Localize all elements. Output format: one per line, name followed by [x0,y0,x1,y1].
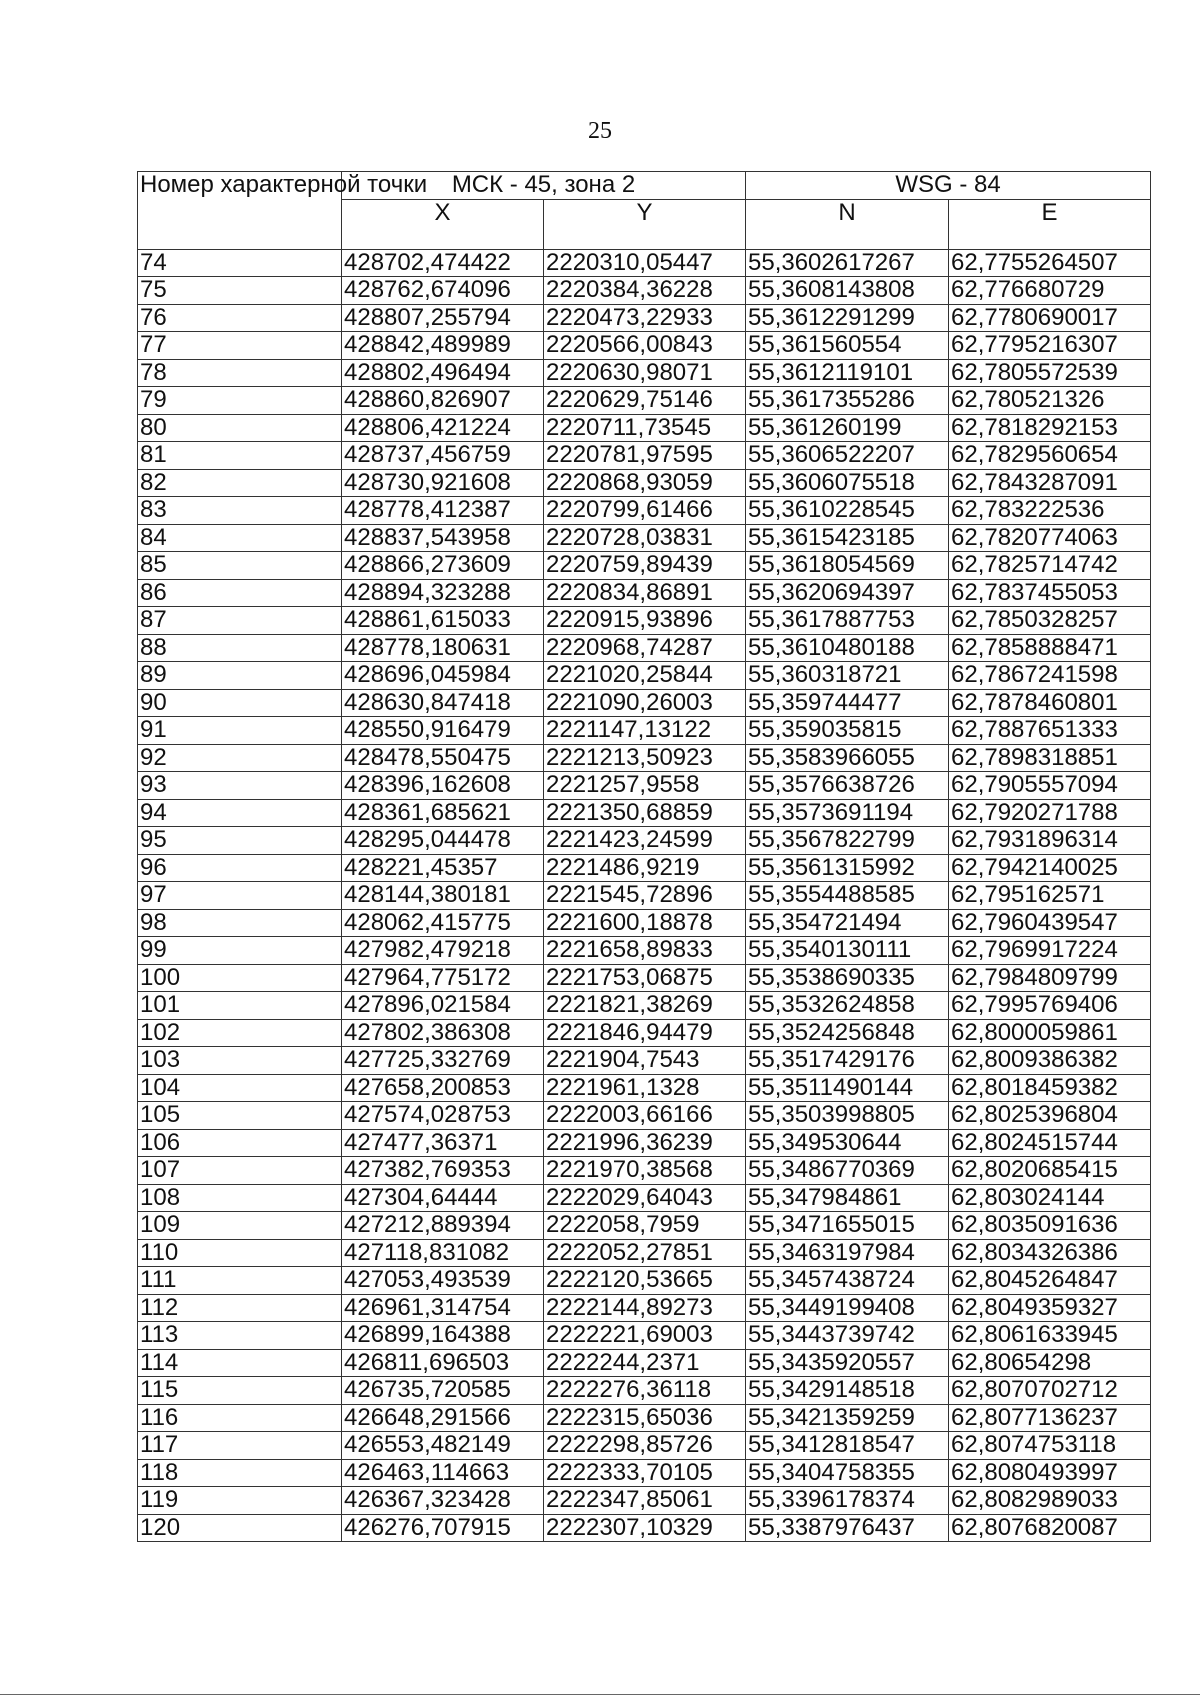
cell-n: 55,3404758355 [746,1459,949,1487]
cell-point-number: 106 [138,1129,342,1157]
cell-y: 2221020,25844 [544,662,746,690]
cell-point-number: 91 [138,717,342,745]
table-row [138,1487,1151,1515]
cell-e: 62,8024515744 [949,1129,1151,1157]
cell-y: 2220310,05447 [544,249,746,277]
cell-n: 55,3486770369 [746,1157,949,1185]
cell-x: 427982,479218 [342,937,544,965]
header-row-top [138,172,1151,200]
cell-y: 2222347,85061 [544,1487,746,1515]
cell-x: 426276,707915 [342,1514,544,1542]
cell-y: 2222058,7959 [544,1212,746,1240]
cell-x: 427212,889394 [342,1212,544,1240]
cell-x: 428837,543958 [342,524,544,552]
cell-y: 2220915,93896 [544,607,746,635]
cell-x: 428860,826907 [342,387,544,415]
coordinates-table [137,171,1151,1542]
cell-y: 2221213,50923 [544,744,746,772]
cell-x: 427382,769353 [342,1157,544,1185]
table-row [138,1267,1151,1295]
cell-e: 62,7887651333 [949,717,1151,745]
cell-x: 428861,615033 [342,607,544,635]
cell-point-number: 113 [138,1322,342,1350]
cell-y: 2222052,27851 [544,1239,746,1267]
cell-x: 428807,255794 [342,304,544,332]
cell-e: 62,8020685415 [949,1157,1151,1185]
cell-n: 55,3567822799 [746,827,949,855]
cell-e: 62,7867241598 [949,662,1151,690]
cell-x: 426735,720585 [342,1377,544,1405]
cell-point-number: 115 [138,1377,342,1405]
table-row [138,937,1151,965]
table-row [138,304,1151,332]
cell-e: 62,7858888471 [949,634,1151,662]
cell-point-number: 76 [138,304,342,332]
cell-point-number: 85 [138,552,342,580]
cell-e: 62,776680729 [949,277,1151,305]
cell-point-number: 87 [138,607,342,635]
cell-y: 2222120,53665 [544,1267,746,1295]
cell-n: 55,3606522207 [746,442,949,470]
cell-y: 2221423,24599 [544,827,746,855]
header-n: N [746,199,949,249]
table-row [138,689,1151,717]
cell-y: 2220384,36228 [544,277,746,305]
cell-point-number: 103 [138,1047,342,1075]
table-row [138,1102,1151,1130]
cell-n: 55,3615423185 [746,524,949,552]
cell-e: 62,803024144 [949,1184,1151,1212]
cell-point-number: 120 [138,1514,342,1542]
cell-x: 428630,847418 [342,689,544,717]
table-row [138,882,1151,910]
cell-n: 55,3463197984 [746,1239,949,1267]
table-row [138,552,1151,580]
cell-point-number: 110 [138,1239,342,1267]
cell-e: 62,7878460801 [949,689,1151,717]
cell-e: 62,8035091636 [949,1212,1151,1240]
cell-y: 2220629,75146 [544,387,746,415]
cell-e: 62,783222536 [949,497,1151,525]
cell-x: 426899,164388 [342,1322,544,1350]
table-row [138,579,1151,607]
cell-x: 426553,482149 [342,1432,544,1460]
cell-x: 428478,550475 [342,744,544,772]
cell-y: 2220473,22933 [544,304,746,332]
table-row [138,442,1151,470]
cell-point-number: 74 [138,249,342,277]
cell-e: 62,8061633945 [949,1322,1151,1350]
cell-n: 55,3443739742 [746,1322,949,1350]
cell-x: 428295,044478 [342,827,544,855]
cell-y: 2222221,69003 [544,1322,746,1350]
cell-e: 62,7931896314 [949,827,1151,855]
cell-y: 2222244,2371 [544,1349,746,1377]
cell-y: 2221658,89833 [544,937,746,965]
cell-y: 2222276,36118 [544,1377,746,1405]
cell-n: 55,3532624858 [746,992,949,1020]
cell-n: 55,3524256848 [746,1019,949,1047]
cell-point-number: 119 [138,1487,342,1515]
cell-e: 62,8034326386 [949,1239,1151,1267]
cell-e: 62,8009386382 [949,1047,1151,1075]
cell-point-number: 89 [138,662,342,690]
cell-e: 62,8074753118 [949,1432,1151,1460]
cell-n: 55,3540130111 [746,937,949,965]
cell-point-number: 109 [138,1212,342,1240]
cell-n: 55,3606075518 [746,469,949,497]
cell-x: 427802,386308 [342,1019,544,1047]
cell-x: 428778,180631 [342,634,544,662]
cell-e: 62,8082989033 [949,1487,1151,1515]
cell-y: 2221996,36239 [544,1129,746,1157]
header-y: Y [544,199,746,249]
cell-y: 2222333,70105 [544,1459,746,1487]
cell-point-number: 92 [138,744,342,772]
cell-n: 55,3503998805 [746,1102,949,1130]
header-msk-45-zone-2: МСК - 45, зона 2 [342,172,746,200]
cell-x: 426648,291566 [342,1404,544,1432]
cell-y: 2220799,61466 [544,497,746,525]
cell-y: 2220759,89439 [544,552,746,580]
table-row [138,992,1151,1020]
table-row [138,1349,1151,1377]
cell-x: 428550,916479 [342,717,544,745]
table-row [138,1432,1151,1460]
cell-e: 62,8070702712 [949,1377,1151,1405]
table-row [138,1212,1151,1240]
cell-x: 428730,921608 [342,469,544,497]
cell-point-number: 96 [138,854,342,882]
table-row [138,1459,1151,1487]
cell-x: 427964,775172 [342,964,544,992]
table-row [138,524,1151,552]
cell-x: 427304,64444 [342,1184,544,1212]
table-row [138,1377,1151,1405]
cell-point-number: 93 [138,772,342,800]
cell-y: 2221090,26003 [544,689,746,717]
cell-y: 2221350,68859 [544,799,746,827]
cell-y: 2220834,86891 [544,579,746,607]
cell-e: 62,7960439547 [949,909,1151,937]
cell-y: 2221600,18878 [544,909,746,937]
table-row [138,1074,1151,1102]
cell-e: 62,7825714742 [949,552,1151,580]
cell-x: 427725,332769 [342,1047,544,1075]
table-row [138,909,1151,937]
table-row [138,717,1151,745]
table-row [138,662,1151,690]
cell-e: 62,7898318851 [949,744,1151,772]
cell-n: 55,359035815 [746,717,949,745]
cell-x: 427118,831082 [342,1239,544,1267]
table-row [138,744,1151,772]
cell-e: 62,7780690017 [949,304,1151,332]
cell-point-number: 77 [138,332,342,360]
table-row [138,634,1151,662]
cell-y: 2221486,9219 [544,854,746,882]
table-row [138,1157,1151,1185]
cell-point-number: 105 [138,1102,342,1130]
cell-n: 55,3610228545 [746,497,949,525]
cell-e: 62,7795216307 [949,332,1151,360]
table-row [138,277,1151,305]
cell-y: 2220968,74287 [544,634,746,662]
header-wgs-84: WSG - 84 [746,172,1151,200]
cell-e: 62,8080493997 [949,1459,1151,1487]
cell-point-number: 79 [138,387,342,415]
cell-x: 427574,028753 [342,1102,544,1130]
cell-n: 55,3396178374 [746,1487,949,1515]
cell-n: 55,3511490144 [746,1074,949,1102]
cell-n: 55,3612119101 [746,359,949,387]
table-row [138,607,1151,635]
cell-point-number: 104 [138,1074,342,1102]
cell-n: 55,3620694397 [746,579,949,607]
cell-e: 62,7942140025 [949,854,1151,882]
table-row [138,854,1151,882]
cell-y: 2221970,38568 [544,1157,746,1185]
page-number: 25 [588,118,612,144]
cell-x: 428696,045984 [342,662,544,690]
cell-point-number: 114 [138,1349,342,1377]
cell-n: 55,3602617267 [746,249,949,277]
cell-n: 55,3554488585 [746,882,949,910]
cell-n: 55,359744477 [746,689,949,717]
cell-point-number: 75 [138,277,342,305]
cell-y: 2220868,93059 [544,469,746,497]
cell-e: 62,8025396804 [949,1102,1151,1130]
table-row [138,1047,1151,1075]
cell-n: 55,3421359259 [746,1404,949,1432]
cell-n: 55,354721494 [746,909,949,937]
cell-y: 2222003,66166 [544,1102,746,1130]
cell-point-number: 99 [138,937,342,965]
page-bottom-rule [0,1694,1200,1695]
cell-e: 62,7850328257 [949,607,1151,635]
table-row [138,1239,1151,1267]
cell-point-number: 108 [138,1184,342,1212]
cell-point-number: 98 [138,909,342,937]
cell-e: 62,8000059861 [949,1019,1151,1047]
cell-n: 55,3387976437 [746,1514,949,1542]
cell-y: 2222144,89273 [544,1294,746,1322]
cell-x: 428762,674096 [342,277,544,305]
cell-point-number: 102 [138,1019,342,1047]
cell-point-number: 88 [138,634,342,662]
cell-n: 55,3471655015 [746,1212,949,1240]
cell-point-number: 111 [138,1267,342,1295]
cell-x: 428144,380181 [342,882,544,910]
cell-n: 55,3457438724 [746,1267,949,1295]
cell-n: 55,3612291299 [746,304,949,332]
table-row [138,1294,1151,1322]
cell-n: 55,3517429176 [746,1047,949,1075]
cell-e: 62,795162571 [949,882,1151,910]
cell-y: 2220566,00843 [544,332,746,360]
cell-y: 2221961,1328 [544,1074,746,1102]
cell-y: 2220728,03831 [544,524,746,552]
cell-point-number: 81 [138,442,342,470]
cell-e: 62,7905557094 [949,772,1151,800]
cell-y: 2221846,94479 [544,1019,746,1047]
cell-y: 2222307,10329 [544,1514,746,1542]
table-row [138,332,1151,360]
cell-e: 62,7837455053 [949,579,1151,607]
table-row [138,1019,1151,1047]
table-row [138,1514,1151,1542]
cell-y: 2221904,7543 [544,1047,746,1075]
cell-y: 2221257,9558 [544,772,746,800]
cell-n: 55,349530644 [746,1129,949,1157]
cell-e: 62,8049359327 [949,1294,1151,1322]
cell-x: 428396,162608 [342,772,544,800]
cell-e: 62,7755264507 [949,249,1151,277]
cell-e: 62,7920271788 [949,799,1151,827]
cell-e: 62,8077136237 [949,1404,1151,1432]
cell-x: 426961,314754 [342,1294,544,1322]
cell-n: 55,3618054569 [746,552,949,580]
cell-y: 2220781,97595 [544,442,746,470]
table-row [138,1404,1151,1432]
cell-point-number: 107 [138,1157,342,1185]
cell-point-number: 86 [138,579,342,607]
cell-point-number: 97 [138,882,342,910]
table-row [138,414,1151,442]
cell-n: 55,3617887753 [746,607,949,635]
cell-e: 62,7818292153 [949,414,1151,442]
table-row [138,497,1151,525]
cell-x: 428802,496494 [342,359,544,387]
cell-n: 55,3538690335 [746,964,949,992]
cell-e: 62,7805572539 [949,359,1151,387]
cell-x: 427896,021584 [342,992,544,1020]
cell-e: 62,8018459382 [949,1074,1151,1102]
cell-point-number: 118 [138,1459,342,1487]
cell-x: 428221,45357 [342,854,544,882]
cell-x: 427477,36371 [342,1129,544,1157]
table-row [138,1184,1151,1212]
cell-point-number: 80 [138,414,342,442]
cell-y: 2222029,64043 [544,1184,746,1212]
cell-n: 55,361260199 [746,414,949,442]
cell-n: 55,3617355286 [746,387,949,415]
cell-y: 2222298,85726 [544,1432,746,1460]
cell-point-number: 82 [138,469,342,497]
cell-n: 55,3608143808 [746,277,949,305]
cell-n: 55,347984861 [746,1184,949,1212]
cell-point-number: 90 [138,689,342,717]
table-row [138,249,1151,277]
cell-point-number: 94 [138,799,342,827]
cell-x: 426811,696503 [342,1349,544,1377]
cell-y: 2221545,72896 [544,882,746,910]
cell-n: 55,361560554 [746,332,949,360]
cell-n: 55,3429148518 [746,1377,949,1405]
cell-e: 62,7984809799 [949,964,1151,992]
cell-point-number: 84 [138,524,342,552]
cell-e: 62,8076820087 [949,1514,1151,1542]
cell-x: 428842,489989 [342,332,544,360]
cell-point-number: 117 [138,1432,342,1460]
table-row [138,827,1151,855]
cell-point-number: 112 [138,1294,342,1322]
cell-x: 428894,323288 [342,579,544,607]
table-row [138,1322,1151,1350]
table-row [138,469,1151,497]
cell-e: 62,7820774063 [949,524,1151,552]
cell-x: 428737,456759 [342,442,544,470]
cell-y: 2222315,65036 [544,1404,746,1432]
cell-point-number: 100 [138,964,342,992]
cell-n: 55,3412818547 [746,1432,949,1460]
cell-x: 428361,685621 [342,799,544,827]
cell-point-number: 116 [138,1404,342,1432]
cell-x: 428806,421224 [342,414,544,442]
cell-x: 428778,412387 [342,497,544,525]
header-e: E [949,199,1151,249]
table-body [138,249,1151,1542]
table-row [138,772,1151,800]
table-row [138,359,1151,387]
cell-point-number: 101 [138,992,342,1020]
table-row [138,387,1151,415]
cell-y: 2221821,38269 [544,992,746,1020]
cell-e: 62,8045264847 [949,1267,1151,1295]
table-row [138,1129,1151,1157]
cell-e: 62,7995769406 [949,992,1151,1020]
cell-e: 62,7843287091 [949,469,1151,497]
cell-n: 55,3583966055 [746,744,949,772]
header-x: X [342,199,544,249]
cell-y: 2220711,73545 [544,414,746,442]
cell-x: 426367,323428 [342,1487,544,1515]
cell-n: 55,3435920557 [746,1349,949,1377]
cell-n: 55,3561315992 [746,854,949,882]
cell-x: 428702,474422 [342,249,544,277]
cell-point-number: 78 [138,359,342,387]
table-row [138,964,1151,992]
cell-n: 55,3576638726 [746,772,949,800]
cell-point-number: 95 [138,827,342,855]
cell-n: 55,360318721 [746,662,949,690]
cell-n: 55,3449199408 [746,1294,949,1322]
cell-x: 428866,273609 [342,552,544,580]
cell-n: 55,3610480188 [746,634,949,662]
cell-e: 62,7969917224 [949,937,1151,965]
cell-y: 2221753,06875 [544,964,746,992]
cell-point-number: 83 [138,497,342,525]
cell-n: 55,3573691194 [746,799,949,827]
cell-y: 2221147,13122 [544,717,746,745]
table-row [138,799,1151,827]
cell-e: 62,7829560654 [949,442,1151,470]
cell-x: 427053,493539 [342,1267,544,1295]
cell-e: 62,80654298 [949,1349,1151,1377]
cell-x: 426463,114663 [342,1459,544,1487]
header-point-number: Номер характерной точки [138,172,342,250]
cell-x: 428062,415775 [342,909,544,937]
cell-e: 62,780521326 [949,387,1151,415]
cell-x: 427658,200853 [342,1074,544,1102]
cell-y: 2220630,98071 [544,359,746,387]
